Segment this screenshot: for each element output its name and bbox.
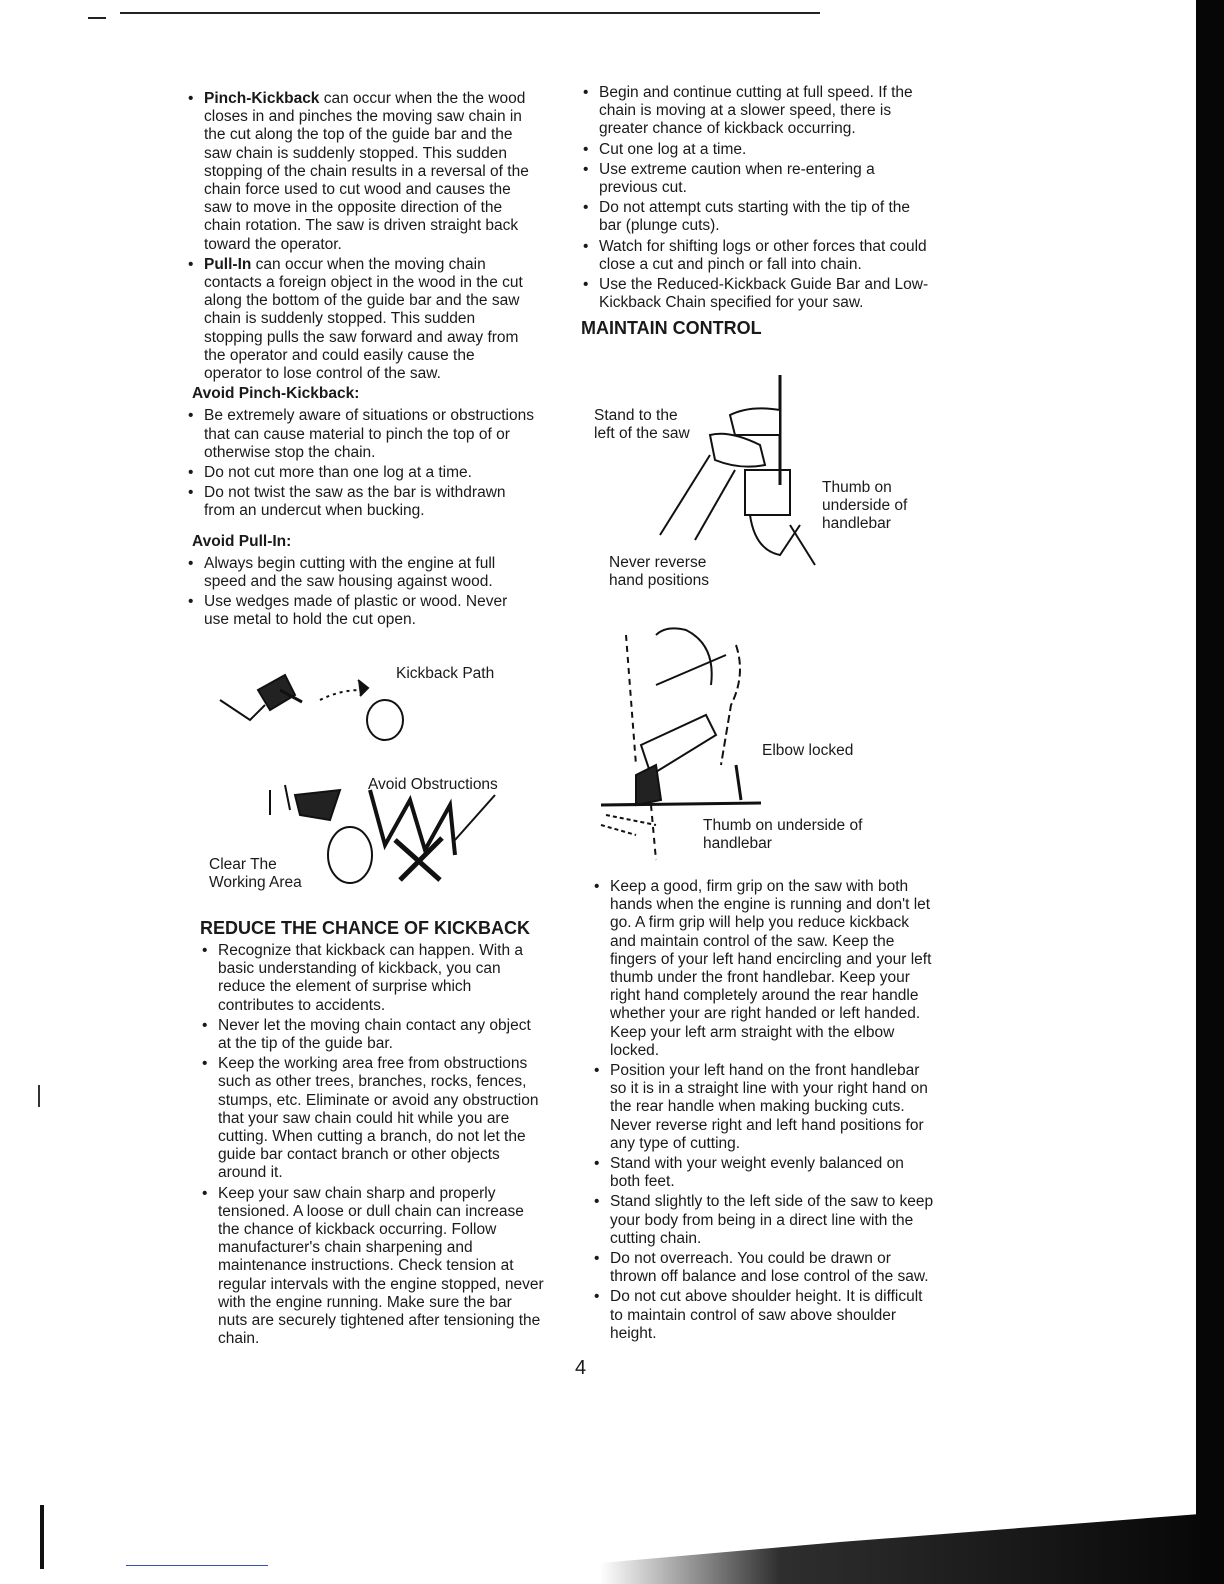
scan-edge-shadow bbox=[1196, 0, 1224, 1584]
kickback-path-label: Kickback Path bbox=[396, 665, 495, 682]
saw-body-shape bbox=[258, 675, 295, 710]
reduce-kickback-heading: REDUCE THE CHANCE OF KICKBACK bbox=[200, 918, 531, 938]
rear-hand-shape bbox=[750, 515, 800, 555]
list-item: • Always begin cutting with the engine at full speed and the saw housing against wood. bbox=[186, 555, 536, 591]
grip-instructions-section bbox=[592, 878, 937, 1345]
avoid-obstructions-label: Avoid Obstructions bbox=[368, 776, 498, 793]
list-item: • Keep your saw chain sharp and properly tensioned. A loose or dull chain can increase the chance of kickback occurring. Follow manufacturer's chain sharpening and maintenance instructions. Check tension at regular intervals with the engine stopped, never with the engine running. Make sure the bar nuts are securely tightened after tensioning the chain. bbox=[200, 1185, 545, 1349]
ground-line bbox=[601, 803, 761, 805]
arrow-head bbox=[358, 680, 368, 696]
kickback-arc bbox=[320, 690, 360, 700]
list-item bbox=[186, 256, 536, 383]
reduce-kickback-list bbox=[200, 942, 545, 1348]
cutting-tips-list bbox=[581, 84, 931, 312]
left-column bbox=[186, 90, 536, 632]
definition: can occur when the moving chain contacts a foreign object in the wood in the cut along the bottom of the guide bar and the saw chain is suddenly stopped. This sudden stopping pulls the saw forward and away from the operator and could easily cause the operator to lose control of the saw. bbox=[204, 255, 523, 383]
thumb-underside-label: Thumb on underside of handlebar bbox=[822, 479, 908, 532]
list-item: • Begin and continue cutting at full speed. If the chain is moving at a slower speed, there is greater chance of kickback occurring. bbox=[581, 84, 931, 139]
head-shoulder bbox=[656, 628, 712, 685]
grip-instructions-list bbox=[592, 878, 937, 1343]
list-item: • Do not attempt cuts starting with the tip of the bar (plunge cuts). bbox=[581, 199, 931, 235]
clear-working-area-label: Clear The Working Area bbox=[209, 856, 302, 891]
chain-line bbox=[626, 635, 636, 765]
scan-bottom-smear bbox=[600, 1514, 1200, 1584]
list-item: • Use the Reduced-Kickback Guide Bar and Low-Kickback Chain specified for your saw. bbox=[581, 276, 931, 312]
elbow-locked-label: Elbow locked bbox=[762, 742, 854, 759]
list-item: • Stand slightly to the left side of the saw to keep your body from being in a direct line with the cutting chain. bbox=[592, 1193, 937, 1248]
chain-line bbox=[651, 805, 656, 860]
thumb-underside-2-label: Thumb on underside of handlebar bbox=[703, 817, 863, 852]
list-item bbox=[186, 90, 536, 254]
list-item: • Do not twist the saw as the bar is withdrawn from an undercut when bucking. bbox=[186, 484, 536, 520]
list-item: • Be extremely aware of situations or obstructions that can cause material to pinch the top of or otherwise stop the chain. bbox=[186, 407, 536, 462]
obstruction-branches bbox=[370, 790, 455, 855]
avoid-pinch-list bbox=[186, 407, 536, 520]
top-rule bbox=[120, 12, 820, 14]
list-item: • Cut one log at a time. bbox=[581, 141, 931, 159]
avoid-pull-heading: Avoid Pull-In: bbox=[192, 532, 292, 550]
definition: can occur when the the wood closes in and pinches the moving saw chain in the cut along the top of the guide bar and the saw chain is suddenly stopped. This sudden stopping of the chain results in a reversal of the chain force used to cut wood and causes the saw to move in the opposite direction of the chain rotation. The saw is driven straight back toward the operator. bbox=[204, 90, 529, 253]
list-item: • Stand with your weight evenly balanced on both feet. bbox=[592, 1155, 937, 1191]
scan-mark bbox=[88, 17, 106, 19]
arm-line bbox=[656, 655, 726, 685]
arm-line bbox=[790, 525, 815, 565]
saw-body-shape bbox=[295, 790, 340, 820]
maintain-control-heading: MAINTAIN CONTROL bbox=[581, 318, 762, 339]
avoid-pull-list bbox=[186, 555, 536, 630]
list-item: • Position your left hand on the front handlebar so it is in a straight line with your right hand on the rear handle when making bucking cuts. Never reverse right and left hand positions for any type of cutting. bbox=[592, 1062, 937, 1153]
hand-shape bbox=[710, 434, 765, 467]
list-item: • Keep a good, firm grip on the saw with both hands when the engine is running and don't let go. A firm grip will help you reduce kickback and maintain control of the saw. Keep the fingers of your left hand encircling and your left thumb under the front handlebar. Keep your right hand completely around the rear handle whether your are right handed or left handed. Keep your left arm straight with the elbow locked. bbox=[592, 878, 937, 1060]
log-end-shape bbox=[328, 827, 372, 883]
forearm-line bbox=[695, 470, 735, 540]
hand-shape bbox=[636, 765, 661, 805]
handlebar-top bbox=[730, 408, 780, 435]
list-item: • Recognize that kickback can happen. With a basic understanding of kickback, you can reduce the element of surprise which contributes to accidents. bbox=[200, 942, 545, 1015]
saw-sketch-line bbox=[270, 785, 290, 815]
list-item: • Keep the working area free from obstructions such as other trees, branches, rocks, fences, stumps, etc. Eliminate or avoid any obstruction that your saw chain could hit while you are cutting. When cutting a branch, do not let the guide bar contact branch or other objects around it. bbox=[200, 1055, 545, 1182]
forearm-line bbox=[660, 455, 710, 535]
list-item: • Use extreme caution when re-entering a previous cut. bbox=[581, 161, 931, 197]
reduce-kickback-section bbox=[200, 918, 545, 1350]
pointer-line bbox=[455, 795, 495, 840]
saw-sketch-line bbox=[220, 700, 265, 720]
log-end-shape bbox=[367, 700, 403, 740]
list-item: • Use wedges made of plastic or wood. Never use metal to hold the cut open. bbox=[186, 593, 536, 629]
leg-line bbox=[736, 765, 741, 800]
bottom-rule bbox=[126, 1565, 268, 1566]
list-item: • Do not cut more than one log at a time. bbox=[186, 464, 536, 482]
obstruction-x bbox=[395, 838, 442, 880]
right-column bbox=[581, 84, 931, 338]
saw-housing bbox=[745, 470, 790, 515]
avoid-pinch-heading: Avoid Pinch-Kickback: bbox=[192, 385, 360, 403]
stand-left-label: Stand to the left of the saw bbox=[594, 407, 690, 442]
list-item: • Do not overreach. You could be drawn or thrown off balance and lose control of the saw. bbox=[592, 1250, 937, 1286]
list-item: • Never let the moving chain contact any object at the tip of the guide bar. bbox=[200, 1017, 545, 1053]
page-number: 4 bbox=[575, 1357, 587, 1379]
never-reverse-label: Never reverse hand positions bbox=[609, 554, 709, 589]
term: Pull-In bbox=[204, 255, 252, 273]
log-lines bbox=[601, 815, 656, 835]
kickback-types-list bbox=[186, 90, 536, 383]
list-item: • Watch for shifting logs or other forces that could close a cut and pinch or fall into chain. bbox=[581, 238, 931, 274]
scan-mark bbox=[38, 1085, 40, 1107]
term: Pinch-Kickback bbox=[204, 90, 320, 107]
scan-binding-mark bbox=[40, 1505, 44, 1569]
arm-line bbox=[721, 645, 740, 765]
list-item: • Do not cut above shoulder height. It is difficult to maintain control of saw above shoulder height. bbox=[592, 1288, 937, 1343]
